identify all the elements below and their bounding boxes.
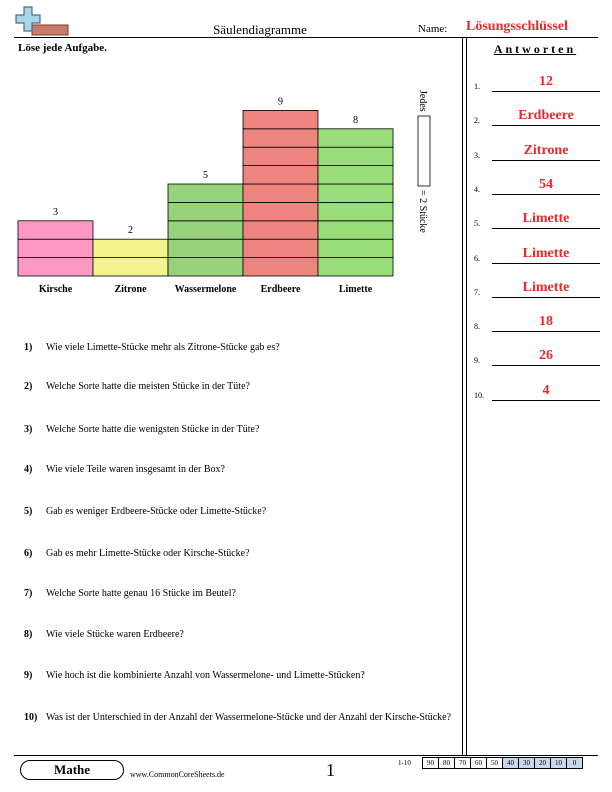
answer-line — [492, 365, 600, 366]
bar-segment-limette — [318, 221, 393, 239]
bar-segment-wassermelone — [168, 221, 243, 239]
answer-row-3 — [474, 141, 600, 161]
score-cell: 90 — [422, 757, 439, 769]
answer-row-7 — [474, 278, 600, 298]
key-value: = 2 Stücke — [417, 190, 428, 233]
answer-row-1 — [474, 72, 600, 92]
question-text: Welche Sorte hatte die wenigsten Stücke in der Tüte? — [46, 424, 260, 435]
answer-row-9 — [474, 346, 600, 366]
answer-number: 9. — [474, 356, 480, 366]
bar-segment-zitrone — [93, 239, 168, 257]
question-number: 7) — [24, 588, 33, 599]
bar-segment-limette — [318, 258, 393, 276]
score-cell: 70 — [454, 757, 471, 769]
answers-title: Antworten — [493, 42, 577, 56]
score-cell: 10 — [550, 757, 567, 769]
bar-segment-erdbeere — [243, 184, 318, 202]
question-number: 1) — [24, 342, 33, 353]
bar-segment-wassermelone — [168, 239, 243, 257]
question-number: 8) — [24, 629, 33, 640]
question-text: Gab es mehr Limette-Stücke oder Kirsche-Stücke? — [46, 548, 250, 559]
category-label: Wassermelone — [174, 284, 237, 295]
answer-number: 3. — [474, 150, 480, 160]
answer-line — [492, 160, 600, 161]
page-number: 1 — [326, 760, 335, 780]
name-label: Name: — [418, 23, 448, 35]
answer-value[interactable]: 12 — [539, 74, 553, 89]
footer-divider — [14, 755, 598, 756]
bar-segment-kirsche — [18, 239, 93, 257]
answer-line — [492, 125, 600, 126]
key-label: Jedes — [417, 90, 428, 112]
answer-line — [492, 297, 600, 298]
answer-row-4 — [474, 175, 600, 195]
bar-value-label: 9 — [278, 96, 283, 108]
answer-row-2 — [474, 106, 600, 126]
category-label: Kirsche — [38, 284, 73, 295]
answer-value[interactable]: Limette — [522, 279, 570, 295]
answer-value[interactable]: Limette — [522, 211, 570, 227]
bar-segment-wassermelone — [168, 184, 243, 202]
answer-value[interactable]: 18 — [539, 314, 553, 330]
answer-line — [492, 263, 600, 264]
header-divider — [14, 37, 598, 38]
bar-segment-limette — [318, 184, 393, 202]
bar-segment-kirsche — [18, 221, 93, 239]
answer-column-divider-inner — [466, 37, 467, 755]
bar-segment-wassermelone — [168, 258, 243, 276]
bar-chart — [0, 80, 460, 305]
question-number: 3) — [24, 424, 33, 435]
bar-value-label: 2 — [128, 225, 133, 237]
answer-number: 6. — [474, 253, 480, 263]
category-label: Limette — [338, 284, 373, 295]
score-cell: 50 — [486, 757, 503, 769]
question-text: Wie viele Stücke waren Erdbeere? — [46, 629, 184, 640]
bar-segment-erdbeere — [243, 110, 318, 128]
answer-value[interactable]: Erdbeere — [518, 108, 574, 124]
question-number: 10) — [24, 712, 38, 723]
answer-value[interactable]: Limette — [522, 245, 570, 261]
question-number: 2) — [24, 381, 33, 392]
answer-number: 8. — [474, 322, 480, 332]
brand-badge: Mathe — [20, 760, 124, 780]
bar-segment-zitrone — [93, 258, 168, 276]
bar-segment-wassermelone — [168, 202, 243, 220]
answer-number: 4. — [474, 184, 480, 194]
answer-number: 5. — [474, 219, 480, 229]
question-text: Wie viele Teile waren insgesamt in der Box? — [46, 464, 225, 475]
score-cell: 60 — [470, 757, 487, 769]
category-label: Erdbeere — [260, 284, 301, 295]
score-cell: 30 — [518, 757, 535, 769]
answer-row-6 — [474, 244, 600, 264]
answer-line — [492, 400, 600, 401]
question-number: 4) — [24, 464, 33, 475]
answer-value[interactable]: Zitrone — [523, 142, 569, 158]
answer-number: 1. — [474, 82, 480, 91]
answer-column-divider — [462, 37, 463, 755]
bar-segment-erdbeere — [243, 239, 318, 257]
score-range: 1-10 — [398, 759, 411, 767]
answer-line — [492, 91, 600, 92]
bar-segment-limette — [318, 166, 393, 184]
website-link[interactable]: www.CommonCoreSheets.de — [130, 770, 225, 779]
bar-segment-erdbeere — [243, 166, 318, 184]
bar-segment-erdbeere — [243, 258, 318, 276]
answer-value[interactable]: 54 — [539, 176, 553, 192]
bar-segment-limette — [318, 202, 393, 220]
score-cell: 0 — [566, 757, 583, 769]
category-label: Zitrone — [114, 284, 147, 295]
instruction: Löse jede Aufgabe. — [18, 42, 107, 54]
bar-segment-limette — [318, 129, 393, 147]
answer-row-8 — [474, 312, 600, 332]
bar-segment-erdbeere — [243, 147, 318, 165]
bar-segment-erdbeere — [243, 221, 318, 239]
bar-segment-kirsche — [18, 258, 93, 276]
bar-segment-limette — [318, 239, 393, 257]
bar-segment-erdbeere — [243, 129, 318, 147]
question-text: Welche Sorte hatte genau 16 Stücke im Beutel? — [46, 588, 236, 599]
answer-value[interactable]: 4 — [542, 382, 550, 398]
score-cell: 40 — [502, 757, 519, 769]
question-number: 9) — [24, 670, 33, 681]
score-cell: 80 — [438, 757, 455, 769]
answer-number: 2. — [474, 116, 480, 126]
answer-value[interactable]: 26 — [539, 348, 553, 364]
question-number: 5) — [24, 506, 33, 517]
question-number: 6) — [24, 548, 33, 559]
name-value: Lösungsschlüssel — [466, 19, 568, 34]
bar-segment-limette — [318, 147, 393, 165]
answer-row-5 — [474, 209, 600, 229]
bar-value-label: 8 — [353, 114, 358, 126]
question-text: Wie viele Limette-Stücke mehr als Zitrone-Stücke gab es? — [46, 342, 280, 353]
score-cell: 20 — [534, 757, 551, 769]
question-text: Gab es weniger Erdbeere-Stücke oder Limette-Stücke? — [46, 506, 267, 517]
answer-line — [492, 331, 600, 332]
answer-number: 7. — [474, 287, 480, 297]
question-text: Welche Sorte hatte die meisten Stücke in der Tüte? — [46, 381, 250, 392]
key-box — [418, 116, 430, 186]
question-text: Wie hoch ist die kombinierte Anzahl von Wassermelone- und Limette-Stücken? — [46, 670, 365, 681]
answer-row-10 — [474, 381, 600, 401]
answer-line — [492, 228, 600, 229]
bar-value-label: 3 — [53, 206, 58, 218]
score-table — [422, 757, 582, 769]
page-title: Säulendiagramme — [213, 22, 307, 37]
answer-number: 10. — [474, 390, 484, 400]
answer-line — [492, 194, 600, 195]
bar-value-label: 5 — [203, 170, 208, 181]
bar-segment-erdbeere — [243, 202, 318, 220]
question-text: Was ist der Unterschied in der Anzahl der Wassermelone-Stücke und der Anzahl der Kirsche-Stücke? — [46, 712, 452, 723]
